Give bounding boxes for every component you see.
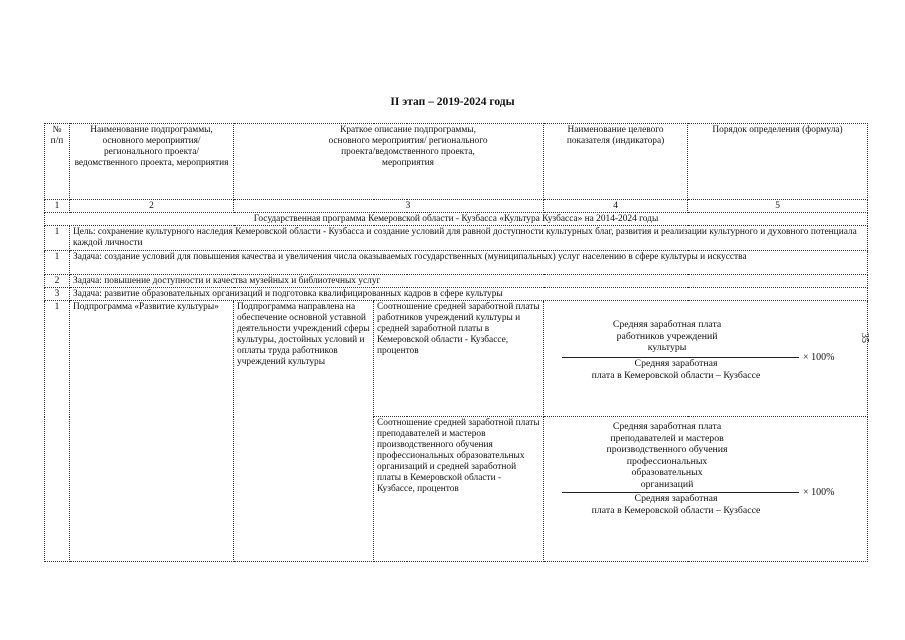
column-number: 2: [70, 200, 234, 213]
program-table: [44, 123, 868, 562]
task-text: Задача: развитие образовательных организаций и подготовка квалифицированных кадров в сфере культуры: [70, 288, 868, 301]
goal-row: [45, 226, 868, 251]
formula-denominator: Средняя заработная плата в Кемеровской области – Кузбассе: [591, 493, 761, 516]
header-formula: Порядок определения (формула): [688, 124, 868, 200]
subprogram-row: [45, 301, 868, 417]
header-num: № п/п: [45, 124, 70, 200]
goal-text: Цель: сохранение культурного наследия Кемеровской области - Кузбасса и создание условий для равной доступности культурных благ, развития и реализации культурного и духовного потенциала каждой личности: [70, 226, 868, 251]
column-number: 3: [234, 200, 544, 213]
indicator-name: Соотношение средней заработной платы преподавателей и мастеров производственного обучения профессиональных образовательных организаций и средней заработной платы в Кемеровской области - Кузбассе, процентов: [374, 417, 544, 562]
program-title: Государственная программа Кемеровской области - Кузбасса «Культура Кузбасса» на 2014-2024 годы: [45, 213, 868, 226]
task-text: Задача: создание условий для повышения качества и увеличения числа оказываемых государственных (муниципальных) услуг населению в сфере культуры и искусства: [70, 251, 868, 275]
subprogram-description: Подпрограмма направлена на обеспечение основной уставной деятельности учреждений сферы культуры, достойных условий и оплаты труда работников учреждений культуры: [234, 301, 374, 562]
column-number: 5: [688, 200, 868, 213]
goal-num: 1: [45, 226, 70, 251]
formula-denominator: Средняя заработная плата в Кемеровской области – Кузбассе: [591, 358, 761, 381]
subprogram-num: 1: [45, 301, 70, 562]
formula-numerator: Средняя заработная плата работников учреждений культуры: [612, 319, 722, 353]
task-num: 2: [45, 275, 70, 288]
header-name: Наименование подпрограммы, основного мероприятия/ регионального проекта/ведомственного проекта, мероприятия: [70, 124, 234, 200]
indicator-name: Соотношение средней заработной платы работников учреждений культуры и средней заработной платы в Кемеровской области - Кузбассе, процентов: [374, 301, 544, 417]
task-num: 1: [45, 251, 70, 275]
column-number: 1: [45, 200, 70, 213]
formula-numerator: Средняя заработная плата преподавателей и мастеров производственного обучения профессиональных образовательных организаций: [606, 421, 728, 490]
header-row: [45, 124, 868, 200]
indicator-formula: [544, 301, 868, 417]
page-number: 35: [859, 333, 870, 343]
subprogram-name: Подпрограмма «Развитие культуры»: [70, 301, 234, 562]
task-row: [45, 251, 868, 275]
header-indicator: Наименование целевого показателя (индикатора): [544, 124, 688, 200]
indicator-formula: [544, 417, 868, 562]
formula-multiplier: × 100%: [803, 352, 835, 363]
task-num: 3: [45, 288, 70, 301]
column-number: 4: [544, 200, 688, 213]
page-title: II этап – 2019-2024 годы: [390, 96, 515, 108]
formula-multiplier: × 100%: [803, 487, 835, 498]
column-number-row: [45, 200, 868, 213]
task-text: Задача: повышение доступности и качества музейных и библиотечных услуг: [70, 275, 868, 288]
program-title-row: [45, 213, 868, 226]
header-description: Краткое описание подпрограммы, основного мероприятия/ регионального проекта/ведомственного проекта, мероприятия: [234, 124, 544, 200]
task-row: [45, 275, 868, 288]
task-row: [45, 288, 868, 301]
